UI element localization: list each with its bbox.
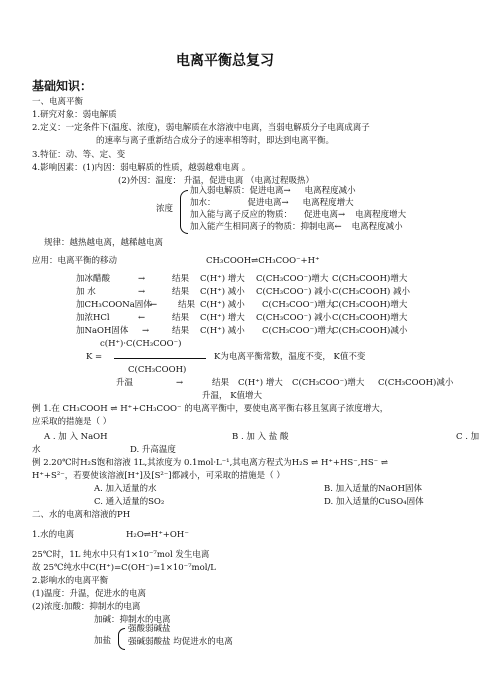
item-2: 2.定义：一定条件下(温度、浓度)，弱电解质在水溶液中电离，当弱电解质分子电离成离子: [32, 123, 370, 133]
water-note-1: 25℃时，1L 纯水中只有1×10⁻⁷mol 发生电离: [32, 550, 210, 560]
item-4-external: (2)外因：温度： 升温，促进电离 （电离过程吸热）: [118, 176, 314, 186]
water-base: 加碱：抑制水的电离: [94, 615, 171, 625]
brace: [180, 190, 188, 234]
example-2-option-a: A. 加入适量的水: [94, 484, 157, 494]
table-row: 加NaOH固体 → 结果 C(H⁺) 减小 C(CH₃COO⁻)增大 C(CH₃COOH)减小: [76, 326, 408, 336]
salt-label: 加盐: [94, 636, 112, 646]
fraction-bar: [114, 358, 206, 359]
example-2-option-b: B. 加入适量的NaOH固体: [324, 484, 423, 494]
conc-row-1: 加入弱电解质：促进电离→ 电离程度减小: [190, 186, 356, 196]
rule: 规律：越热越电离，越稀越电离: [44, 238, 164, 248]
heat-k: 升温， K值增大: [202, 391, 263, 401]
water-item-2: 2.影响水的电离平衡: [32, 576, 109, 586]
salt-brace: [118, 628, 125, 650]
application-equation: CH₃COOH⇌CH₃COO⁻+H⁺: [206, 256, 320, 266]
section-2-title: 二、水的电离和溶液的PH: [32, 510, 131, 520]
water-conc: (2)浓度:加酸：抑制水的电离: [32, 602, 141, 612]
table-row: 加 水 → 结果 C(H⁺) 减小 C(CH₃COO⁻) 减小 C(CH₃COOH) 减小: [76, 287, 411, 297]
example-2-option-c: C. 通入适量的SO₂: [94, 497, 165, 507]
water-temp: (1)温度：升温，促进水的电离: [32, 589, 147, 599]
example-1-prompt: 应采取的措施是（ ）: [32, 417, 112, 427]
k-description: K为电离平衡常数，温度不变， K值不变: [214, 352, 366, 362]
item-2-cont: 的速率与离子重新结合成分子的速率相等时，即达到电离平衡。: [96, 136, 335, 146]
k-lhs: K =: [86, 352, 103, 362]
section-heading-basics: 基础知识：: [32, 79, 93, 93]
page-title: 电离平衡总复习: [176, 53, 274, 69]
conc-row-3: 加入能与离子反应的物质： 促进电离→ 电离程度增大: [190, 210, 407, 220]
example-2-option-d: D. 加入适量的CuSO₄固体: [324, 497, 424, 507]
water-note-2: 故 25℃纯水中C(H⁺)=C(OH⁻)=1×10⁻⁷mol/L: [32, 563, 216, 573]
water-ionization: 1.水的电离: [32, 530, 75, 540]
application-label: 应用：电离平衡的移动: [32, 256, 118, 266]
water-equation: H₂O⇌H⁺+OH⁻: [126, 530, 189, 540]
item-3: 3.特征：动、等、定、变: [32, 150, 126, 160]
k-numerator: c(H⁺)·C(CH₃COO⁻): [100, 339, 182, 349]
example-2: 例 2.20℃时H₂S饱和溶液 1L,其浓度为 0.1mol·L⁻¹,其电离方程式为H₂S ⇌ H⁺+HS⁻,HS⁻ ⇌: [32, 458, 388, 468]
table-row: 加冰醋酸 → 结果 C(H⁺) 增大 C(CH₃COO⁻)增大 C(CH₃COOH)增大: [76, 274, 408, 284]
item-4: 4.影响因素：(1)内因：弱电解质的性质，越弱越难电离 。: [32, 163, 251, 173]
table-row-heat: 升温 → 结果 C(H⁺) 增大 C(CH₃COO⁻)增大 C(CH₃COOH)减小: [116, 378, 454, 388]
salt-row-1: 强酸弱碱盐: [128, 624, 171, 634]
example-1-option-c: C . 加: [456, 432, 480, 442]
example-1-option-b: B . 加 入 盐 酸: [232, 432, 289, 442]
table-row: 加CH₃COONa固体 ← 结果 C(H⁺) 减小 C(CH₃COO⁻)增大 C(CH₃COOH)增大: [76, 300, 408, 310]
example-1: 例 1.在 CH₃COOH ⇌ H⁺+CH₃COO⁻ 的电离平衡中，要使电离平衡右移且氢离子浓度增大，: [32, 404, 389, 414]
conc-row-2: 加水： 促进电离→ 电离程度增大: [190, 198, 354, 208]
table-row: 加浓HCl ← 结果 C(H⁺) 增大 C(CH₃COO⁻) 减小 C(CH₃COOH)增大: [76, 313, 408, 323]
conc-row-4: 加入能产生相同离子的物质：抑制电离← 电离程度减小: [190, 222, 403, 232]
section-1-title: 一、电离平衡: [32, 97, 84, 107]
example-1-option-d: D. 升高温度: [130, 445, 176, 455]
k-denominator: C(CH₃COOH): [128, 365, 187, 375]
example-1-option-a: A . 加 入 NaOH: [44, 432, 108, 442]
example-2-cont: H⁺+S²⁻，若要使该溶液[H⁺]及[S²⁻]都减小，可采取的措施是（ ）: [32, 471, 285, 481]
salt-row-2: 强碱弱酸盐 均促进水的电离: [128, 637, 233, 647]
conc-label: 浓度: [156, 204, 174, 214]
item-1: 1.研究对象：弱电解质: [32, 110, 117, 120]
example-1-option-c-cont: 水: [32, 445, 41, 455]
